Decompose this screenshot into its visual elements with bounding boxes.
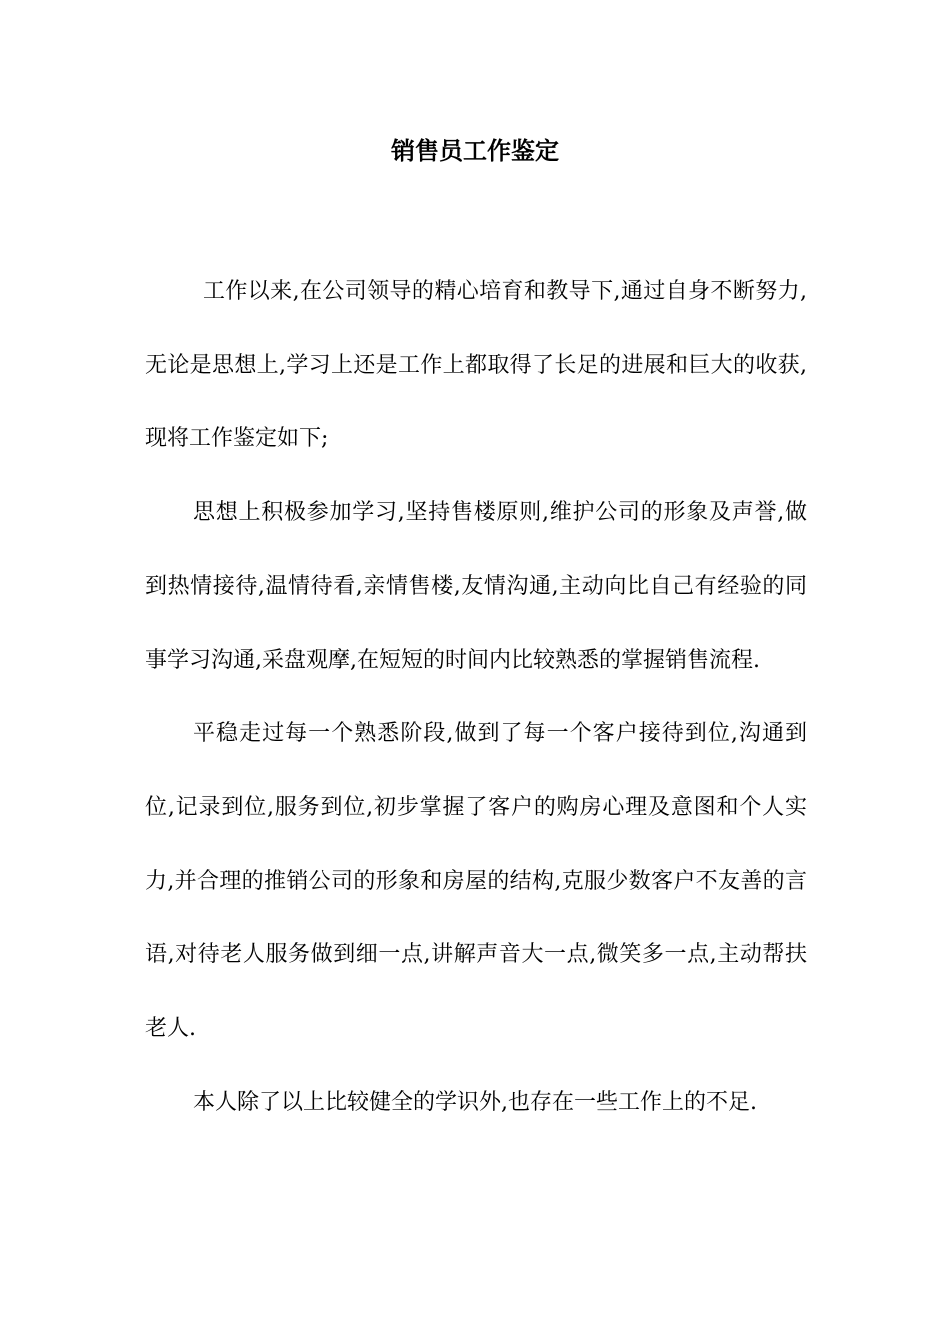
document-body — [145, 255, 807, 1139]
document-title: 销售员工作鉴定 — [391, 137, 559, 165]
paragraph-shortcomings: 本人除了以上比较健全的学识外,也存在一些工作上的不足. — [193, 1089, 757, 1115]
paragraph-intro: 工作以来,在公司领导的精心培育和教导下,通过自身不断努力,无论是思想上,学习上还是工作上都取得了长足的进展和巨大的收获,现将工作鉴定如下; — [145, 279, 807, 452]
paragraph-thinking: 思想上积极参加学习,坚持售楼原则,维护公司的形象及声誉,做到热情接待,温情待看,亲情售楼,友情沟通,主动向比自己有经验的同事学习沟通,采盘观摩,在短短的时间内比较熟悉的掌握销售流程. — [145, 500, 807, 673]
paragraph-service: 平稳走过每一个熟悉阶段,做到了每一个客户接待到位,沟通到位,记录到位,服务到位,初步掌握了客户的购房心理及意图和个人实力,并合理的推销公司的形象和房屋的结构,克服少数客户不友善的言语,对待老人服务做到细一点,讲解声音大一点,微笑多一点,主动帮扶老人. — [145, 721, 807, 1042]
